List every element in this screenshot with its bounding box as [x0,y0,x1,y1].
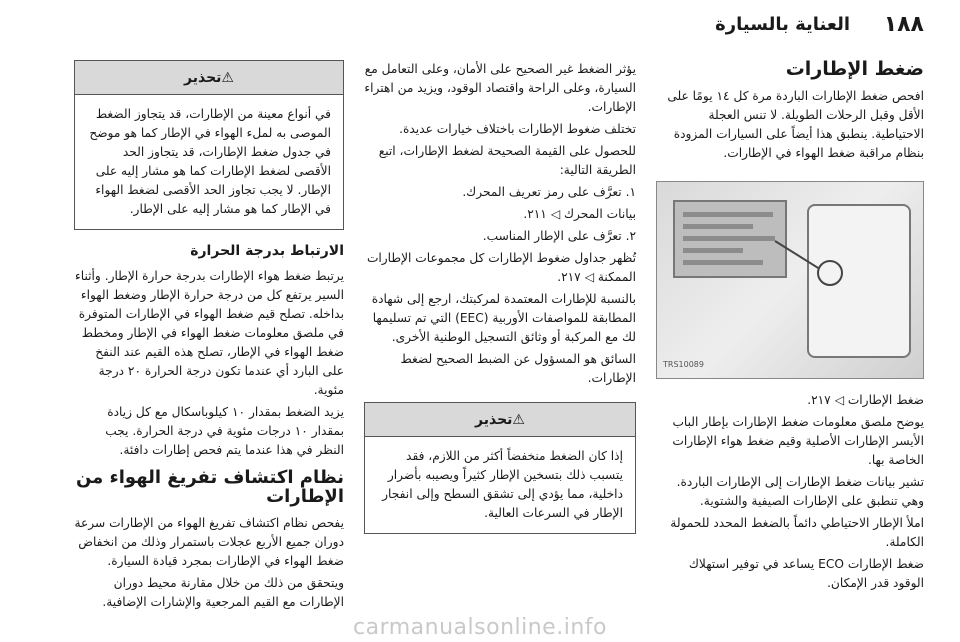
paragraph: يرتبط ضغط هواء الإطارات بدرجة حرارة الإطار. وأثناء السير يرتفع كل من درجة حرارة الإطار وضغط الهواء بداخله. تصلح قيم ضغط الهواء في الإطارات المتوفرة في ملصق معلومات ضغط الهواء في الإطار ومخطط ضغط الهواء في الإطار، تصلح هذه القيم عند النفخ على البارد أي عندما تكون درجة الحرارة ٢٠ درجة مئوية. [75,269,344,397]
paragraph: السائق هو المسؤول عن الضبط الصحيح لضغط الإطارات. [400,352,636,385]
figure-caption: ضغط الإطارات ◁ ٢١٧. [807,393,924,407]
paragraph: بالنسبة للإطارات المعتمدة لمركبتك، ارجع إلى شهادة المطابقة للمواصفات الأوربية (EEC) التي تم تسليمها لك مع المركبة أو وثائق التسجيل الوطنية الأخرى. [371,292,636,344]
subheading-temperature: الارتباط بدرجة الحرارة [190,243,344,259]
intro-paragraph: افحص ضغط الإطارات الباردة مرة كل ١٤ يومًا على الأقل وقبل الرحلات الطويلة. لا تنس العجلة الاحتياطية. ينطبق هذا أيضاً على السيارات المزودة بنظام مراقبة ضغط الهواء في الإطارات. [667,89,924,160]
paragraph: تشير بيانات ضغط الإطارات إلى الإطارات الباردة. وهي تنطبق على الإطارات الصيفية والشتوية. [676,475,924,508]
paragraph: تُظهر جداول ضغوط الإطارات كل مجموعات الإطارات الممكنة ◁ ٢١٧. [366,251,636,284]
warning-icon: ⚠ [221,70,234,86]
warning-title: تحذير [184,70,222,86]
warning-header [75,61,343,95]
warning-title: تحذير [475,412,513,428]
paragraph: يزيد الضغط بمقدار ١٠ كيلوباسكال مع كل زيادة بمقدار ١٠ درجات مئوية في درجة الحرارة. يجب النظر في هذا عندما يتم فحص إطارات دافئة. [105,405,344,457]
label-location-marker [817,260,843,286]
paragraph: للحصول على القيمة الصحيحة لضغط الإطارات، اتبع الطريقة التالية: [378,144,636,177]
warning-box [74,60,344,230]
paragraph: ويتحقق من ذلك من خلال مقارنة محيط دوران الإطارات مع القيم المرجعية والإشارات الإضافية. [102,576,344,609]
warning-text: إذا كان الضغط منخفضاً أكثر من اللازم، فقد يتسبب ذلك بتسخين الإطار كثيراً ويصيبه بأضرار داخلية، مما يؤدي إلى تشقق السطح وإلى انفجار الإطار في السرعات العالية. [382,449,623,520]
paragraph: تختلف ضغوط الإطارات باختلاف خيارات عديدة. [399,122,636,136]
step-item: ٢. تعرَّف على الإطار المناسب. [482,229,636,243]
paragraph: يوضح ملصق معلومات ضغط الإطارات بإطار الباب الأيسر الإطارات الأصلية وقيم ضغط هواء الإطارات الخاصة بها. [672,415,924,467]
section-heading-deflation-detection: نظام اكتشاف تفريغ الهواء من الإطارات [75,467,344,507]
paragraph: املأ الإطار الاحتياطي دائماً بالضغط المحدد للحمولة الكاملة. [670,516,924,549]
tire-pressure-label-figure [656,181,924,379]
warning-icon: ⚠ [512,412,525,428]
page-number: ١٨٨ [883,12,924,37]
right-column [656,60,924,596]
tire-info-label-illustration [673,200,787,278]
watermark: carmanualsonline.info [353,615,607,640]
middle-column [364,60,636,546]
left-column [74,60,344,615]
section-heading-tire-pressure: ضغط الإطارات [785,58,924,80]
step-reference: بيانات المحرك ◁ ٢١١. [523,207,636,221]
step-item: ١. تعرَّف على رمز تعريف المحرك. [462,185,636,199]
running-title: العناية بالسيارة [715,14,850,35]
paragraph: يؤثر الضغط غير الصحيح على الأمان، وعلى التعامل مع السيارة، وعلى الراحة واقتصاد الوقود، ويزيد من اهتراء الإطارات. [364,62,636,114]
warning-text: في أنواع معينة من الإطارات، قد يتجاوز الضغط الموصى به لملء الهواء في الإطار كما هو موضح في جدول ضغط الإطارات، قد يتجاوز الحد الأقصى لضغط الإطارات كما هو مشار إليه على الإطار. لا يجب تجاوز الحد الأقصى لضغط الهواء في الإطار كما هو مشار إليه على الإطار. [89,107,331,216]
figure-code: TRS10089 [663,360,704,369]
paragraph: يفحص نظام اكتشاف تفريغ الهواء من الإطارات سرعة دوران جميع الأربع عجلات باستمرار وذلك من انخفاض ضغط الهواء في الإطارات بمجرد قيادة السيارة. [74,516,344,568]
page-header [0,10,960,44]
warning-box [364,402,636,534]
warning-header [365,403,635,437]
paragraph: ضغط الإطارات ECO يساعد في توفير استهلاك الوقود قدر الإمكان. [688,557,924,590]
